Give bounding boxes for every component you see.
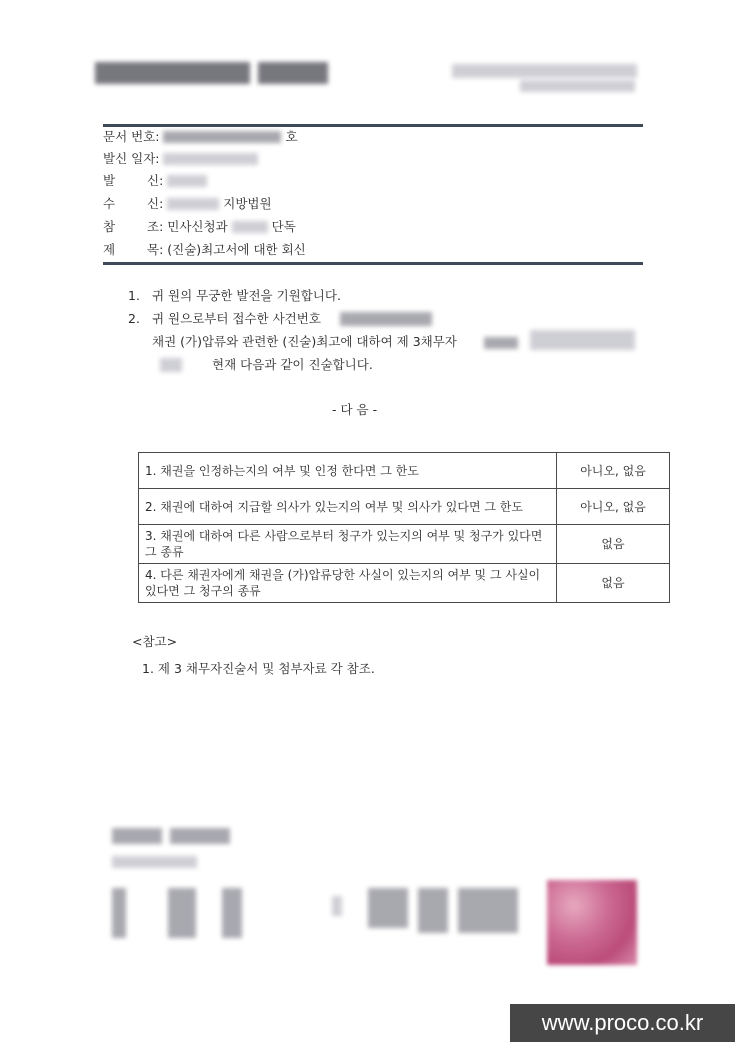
- third-debtor-blurred-b: [530, 330, 635, 350]
- company-seal-stamp: [547, 880, 637, 965]
- reference-row: [103, 217, 296, 237]
- sent-date-blurred: [163, 153, 258, 165]
- footer-ceo-blurred-2: [368, 888, 408, 928]
- third-debtor-blurred-c: [160, 358, 182, 372]
- recipient-blurred: [167, 198, 219, 210]
- answer-cell: 아니오, 없음: [557, 489, 670, 525]
- item2-number: 2.: [128, 311, 140, 326]
- reference-value-b: 단독: [271, 219, 296, 234]
- item1-number: 1.: [128, 288, 140, 303]
- subject-row: [103, 240, 306, 260]
- sender-label-b: 신:: [147, 173, 164, 188]
- doc-number-suffix: 호: [285, 129, 298, 144]
- footer-ceo-blurred-4: [458, 888, 518, 933]
- sender-label-a: 발: [103, 173, 116, 188]
- reference-blurred: [232, 221, 268, 233]
- footer-ceo-blurred-1: [332, 896, 342, 916]
- answer-cell: 없음: [557, 564, 670, 603]
- contact-info-blurred-2: [520, 80, 635, 92]
- company-logo-blurred: [95, 62, 250, 84]
- reference-item1: 1. 제 3 채무자진술서 및 첨부자료 각 참조.: [142, 661, 375, 676]
- subject-value: (진술)최고서에 대한 회신: [167, 242, 306, 257]
- footer-signature-blurred-1: [112, 888, 126, 938]
- statement-table: [138, 452, 670, 603]
- subject-label-a: 제: [103, 242, 116, 257]
- table-row: [139, 564, 670, 603]
- next-heading: - 다 음 -: [332, 402, 378, 417]
- footer-signature-blurred-2: [168, 888, 196, 938]
- answer-cell: 아니오, 없음: [557, 453, 670, 489]
- subject-label-b: 목:: [147, 242, 164, 257]
- table-row: [139, 453, 670, 489]
- table-row: [139, 525, 670, 564]
- question-cell: 4. 다른 채권자에게 채권을 (가)압류당한 사실이 있는지의 여부 및 그 사실이 있다면 그 청구의 종류: [139, 564, 557, 603]
- footer-signature-blurred-3: [222, 888, 242, 938]
- recipient-label-b: 신:: [147, 196, 164, 211]
- header-bottom-rule: [103, 262, 643, 265]
- reference-heading: <참고>: [132, 634, 178, 649]
- item2-text: 귀 원으로부터 접수한 사건번호: [152, 311, 321, 326]
- case-number-blurred: [340, 312, 432, 326]
- footer-company-blurred: [112, 828, 162, 844]
- third-debtor-blurred-a: [484, 337, 518, 349]
- contact-info-blurred: [452, 64, 637, 78]
- doc-number-label: 문서 번호:: [103, 129, 160, 144]
- footer-ceo-blurred-3: [418, 888, 448, 933]
- reference-label-a: 참: [103, 219, 116, 234]
- question-cell: 1. 채권을 인정하는지의 여부 및 인정 한다면 그 한도: [139, 453, 557, 489]
- recipient-label-a: 수: [103, 196, 116, 211]
- item2-line3: 현재 다음과 같이 진술합니다.: [212, 357, 373, 372]
- table-row: [139, 489, 670, 525]
- reference-label-b: 조:: [147, 219, 164, 234]
- item1-text: 귀 원의 무궁한 발전을 기원합니다.: [152, 288, 341, 303]
- doc-number-row: [103, 127, 298, 147]
- question-cell: 3. 채권에 대하여 다른 사람으로부터 청구가 있는지의 여부 및 청구가 있다면 그 종류: [139, 525, 557, 564]
- reference-value-a: 민사신청과: [167, 219, 228, 234]
- sender-blurred: [167, 175, 207, 187]
- recipient-value: 지방법원: [223, 196, 272, 211]
- doc-number-blurred: [163, 131, 281, 143]
- sent-date-row: [103, 149, 258, 169]
- sent-date-label: 발신 일자:: [103, 151, 160, 166]
- sender-row: [103, 171, 207, 191]
- item2-line2: 채권 (가)압류와 관련한 (진술)최고에 대하여 제 3채무자: [152, 334, 457, 349]
- footer-address-blurred: [112, 856, 197, 868]
- question-cell: 2. 채권에 대하여 지급할 의사가 있는지의 여부 및 의사가 있다면 그 한도: [139, 489, 557, 525]
- footer-company-blurred-2: [170, 828, 230, 844]
- company-name-blurred: [258, 62, 328, 84]
- recipient-row: [103, 194, 272, 214]
- answer-cell: 없음: [557, 525, 670, 564]
- watermark-label: www.proco.co.kr: [510, 1004, 735, 1042]
